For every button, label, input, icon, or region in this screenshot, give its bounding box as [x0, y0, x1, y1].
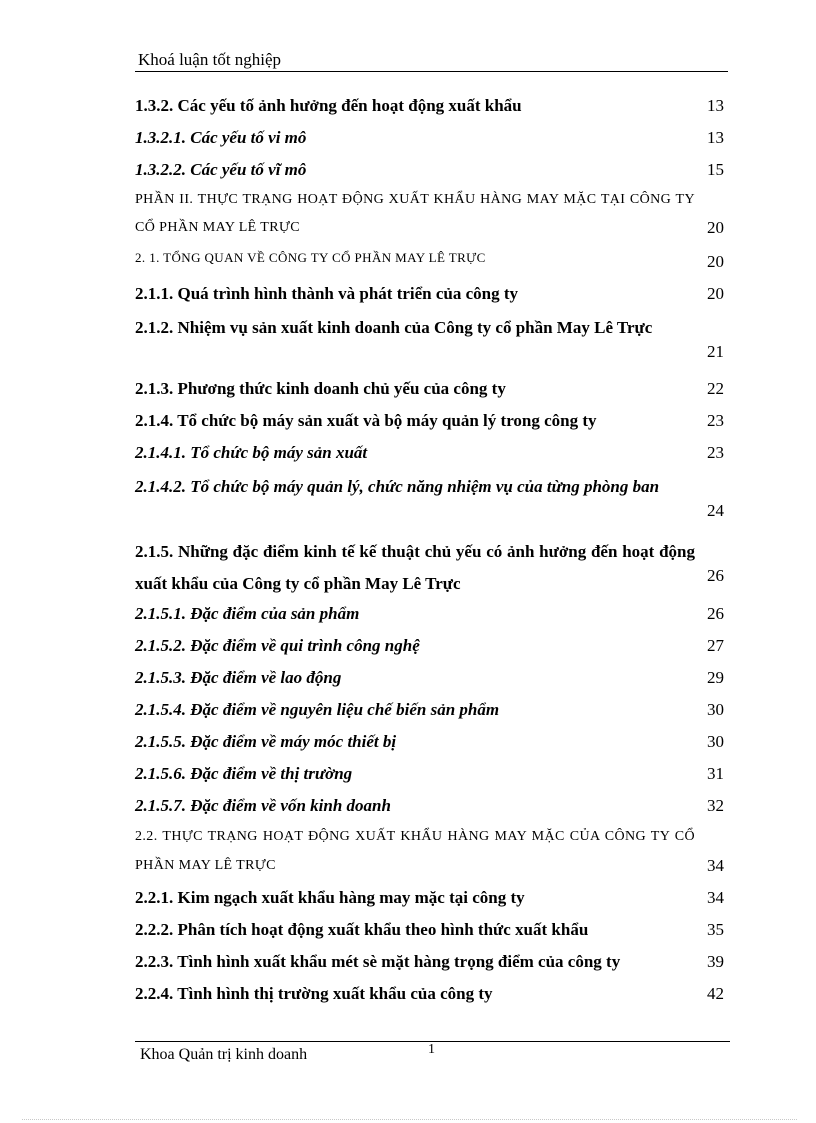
toc-entry-text: 2.1.5.5. Đặc điểm về máy móc thiết bị: [135, 732, 397, 751]
toc-entry-text: 2.1.1. Quá trình hình thành và phát triển của công ty: [135, 284, 519, 303]
toc-entry-text: 2.1.5. Những đặc điểm kinh tế kế thuật chủ yếu có ảnh hưởng đến hoạt động xuất khẩu của Công ty cổ phần May Lê Trực: [135, 542, 695, 593]
toc-entry-text: 2.1.4.2. Tổ chức bộ máy quản lý, chức năng nhiệm vụ của từng phòng ban: [135, 477, 660, 496]
toc-entry-text: 2.1.4.1. Tổ chức bộ máy sản xuất: [135, 443, 368, 462]
toc-entry-text: 2.1.5.4. Đặc điểm về nguyên liệu chế biến sản phẩm: [135, 700, 500, 719]
page-bottom-border: [22, 1119, 797, 1120]
toc-entry-text: 2.1.3. Phương thức kinh doanh chủ yếu của công ty: [135, 379, 506, 398]
toc-entry-text: 2.1.5.3. Đặc điểm về lao động: [135, 668, 342, 687]
page-header-title: Khoá luận tốt nghiệp: [138, 50, 282, 69]
toc-entry-page: 30: [707, 700, 724, 719]
page-number: 1: [428, 1042, 435, 1057]
toc-entry-page: 32: [707, 796, 724, 815]
toc-entry-text: 2.2.4. Tình hình thị trường xuất khẩu của công ty: [135, 984, 493, 1003]
toc-entry-page: 22: [707, 379, 724, 398]
toc-entry-text: 1.3.2.1. Các yếu tố vi mô: [135, 128, 307, 147]
page-footer-text: Khoa Quản trị kinh doanh: [140, 1046, 308, 1063]
toc-entry-text: PHẦN II. THỰC TRẠNG HOẠT ĐỘNG XUẤT KHẨU HÀNG MAY MẶC TẠI CÔNG TY CỔ PHẦN MAY LÊ TRỰC: [135, 192, 695, 235]
toc-entry-page: 13: [707, 128, 724, 147]
toc-entry-page: 13: [707, 96, 724, 115]
toc-entry-page: 23: [707, 411, 724, 430]
toc-entry-text: 2.2.3. Tình hình xuất khẩu mét sè mặt hàng trọng điểm của công ty: [135, 952, 621, 971]
toc-entry-page: 31: [707, 764, 724, 783]
toc-entry-page: 39: [707, 952, 724, 971]
toc-entry-page: 26: [707, 604, 724, 623]
toc-entry-text: 2.1.2. Nhiệm vụ sản xuất kinh doanh của Công ty cổ phần May Lê Trực: [135, 318, 653, 337]
toc-entry-page: 23: [707, 443, 724, 462]
toc-entry-page: 42: [707, 984, 724, 1003]
toc-entry-text: 2.2. THỰC TRẠNG HOẠT ĐỘNG XUẤT KHẨU HÀNG MAY MẶC CỦA CÔNG TY CỔ PHẦN MAY LÊ TRỰC: [135, 829, 695, 873]
toc-entry-page: 24: [707, 501, 724, 520]
toc-entry-page: 34: [707, 856, 724, 875]
toc-entry-text: 1.3.2. Các yếu tố ảnh hưởng đến hoạt động xuất khẩu: [135, 96, 522, 115]
toc-entry-page: 34: [707, 888, 724, 907]
toc-entry-page: 20: [707, 284, 724, 303]
toc-entry-page: 35: [707, 920, 724, 939]
toc-entry-text: 2.1.5.7. Đặc điểm về vốn kinh doanh: [135, 796, 391, 815]
toc-entry-page: 20: [707, 218, 724, 237]
toc-entry-text: 2.1.5.2. Đặc điểm về qui trình công nghệ: [135, 636, 420, 655]
toc-entry-page: 29: [707, 668, 724, 687]
toc-entry-page: 20: [707, 252, 724, 271]
toc-entry-text: 2.2.2. Phân tích hoạt động xuất khẩu theo hình thức xuất khẩu: [135, 920, 589, 939]
toc-entry-page: 26: [707, 566, 724, 585]
toc-entry-page: 30: [707, 732, 724, 751]
toc-entry-page: 21: [707, 342, 724, 361]
toc-entry-text: 2.1.4. Tổ chức bộ máy sản xuất và bộ máy quản lý trong công ty: [135, 411, 597, 430]
toc-entry-text: 2. 1. TỔNG QUAN VỀ CÔNG TY CỔ PHẦN MAY LÊ TRỰC: [135, 250, 486, 265]
toc-entry-page: 27: [707, 636, 724, 655]
toc-entry-text: 2.2.1. Kim ngạch xuất khẩu hàng may mặc tại công ty: [135, 888, 525, 907]
toc-entry-text: 1.3.2.2. Các yếu tố vĩ mô: [135, 160, 307, 179]
toc-entry-text: 2.1.5.1. Đặc điểm của sản phẩm: [135, 604, 360, 623]
toc-entry-text: 2.1.5.6. Đặc điểm về thị trường: [135, 764, 353, 783]
toc-entry-page: 15: [707, 160, 724, 179]
